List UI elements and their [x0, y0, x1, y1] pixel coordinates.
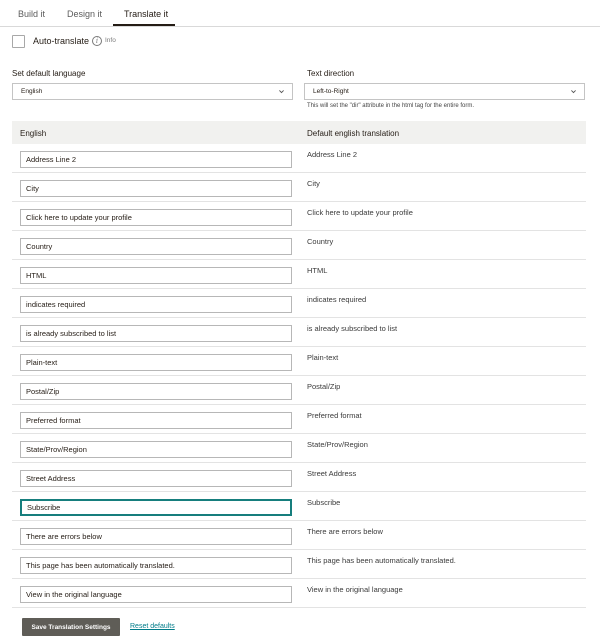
- chevron-down-icon: [278, 88, 285, 95]
- translation-input[interactable]: [20, 180, 292, 197]
- text-direction-select[interactable]: [304, 83, 585, 100]
- info-icon[interactable]: i: [92, 36, 102, 46]
- table-row: [12, 231, 586, 260]
- table-row: [12, 347, 586, 376]
- table-row: [12, 521, 586, 550]
- active-tab-indicator: [113, 24, 175, 26]
- default-translation-text: HTML: [307, 266, 328, 275]
- table-row: [12, 289, 586, 318]
- translation-table-header: [12, 121, 586, 144]
- translation-input[interactable]: [20, 499, 292, 516]
- translation-input[interactable]: [20, 586, 292, 603]
- translation-input[interactable]: [20, 209, 292, 226]
- translation-input[interactable]: [20, 470, 292, 487]
- table-row: [12, 202, 586, 231]
- default-translation-text: indicates required: [307, 295, 367, 304]
- tab-build-it[interactable]: Build it: [18, 9, 46, 19]
- translation-input[interactable]: [20, 354, 292, 371]
- default-translation-text: This page has been automatically translated.: [307, 556, 456, 565]
- chevron-down-icon: [570, 88, 577, 95]
- tab-bar: [0, 0, 600, 27]
- text-direction-value: Left-to-Right: [313, 88, 349, 95]
- translation-input[interactable]: [20, 528, 292, 545]
- translation-input[interactable]: [20, 412, 292, 429]
- table-row: [12, 144, 586, 173]
- auto-translate-label: Auto-translate: [33, 36, 90, 46]
- translation-input[interactable]: [20, 267, 292, 284]
- default-translation-text: State/Prov/Region: [307, 440, 368, 449]
- table-row: [12, 318, 586, 347]
- table-row: [12, 173, 586, 202]
- translation-input[interactable]: [20, 296, 292, 313]
- default-translation-text: View in the original language: [307, 585, 403, 594]
- translation-input[interactable]: [20, 238, 292, 255]
- default-translation-text: Street Address: [307, 469, 357, 478]
- translation-input[interactable]: [20, 325, 292, 342]
- text-direction-hint: This will set the "dir" attribute in the html tag for the entire form.: [307, 103, 474, 109]
- table-row: [12, 376, 586, 405]
- default-translation-text: Country: [307, 237, 334, 246]
- translation-input[interactable]: [20, 151, 292, 168]
- table-row: [12, 579, 586, 608]
- default-language-value: English: [21, 88, 43, 95]
- info-label[interactable]: Info: [105, 37, 116, 44]
- default-language-label: Set default language: [12, 69, 86, 78]
- auto-translate-checkbox[interactable]: [12, 35, 25, 48]
- default-translation-text: Preferred format: [307, 411, 362, 420]
- translation-input[interactable]: [20, 557, 292, 574]
- table-row: [12, 405, 586, 434]
- default-translation-text: is already subscribed to list: [307, 324, 398, 333]
- tab-design-it[interactable]: Design it: [67, 9, 103, 19]
- default-translation-text: City: [307, 179, 320, 188]
- table-row: [12, 463, 586, 492]
- table-row: [12, 434, 586, 463]
- default-translation-text: There are errors below: [307, 527, 383, 536]
- reset-defaults-link[interactable]: Reset defaults: [130, 623, 175, 630]
- tab-translate-it[interactable]: Translate it: [124, 9, 169, 19]
- translation-input[interactable]: [20, 383, 292, 400]
- default-translation-text: Postal/Zip: [307, 382, 341, 391]
- default-translation-text: Click here to update your profile: [307, 208, 413, 217]
- text-direction-label: Text direction: [307, 69, 355, 78]
- translation-input[interactable]: [20, 441, 292, 458]
- column-header-english: English: [20, 129, 47, 138]
- default-translation-text: Subscribe: [307, 498, 341, 507]
- table-row: [12, 260, 586, 289]
- default-translation-text: Plain-text: [307, 353, 339, 362]
- column-header-default-translation: Default english translation: [307, 129, 400, 138]
- default-language-select[interactable]: [12, 83, 293, 100]
- table-row: [12, 550, 586, 579]
- table-row: [12, 492, 586, 521]
- save-translation-settings-button[interactable]: Save Translation Settings: [22, 618, 120, 636]
- default-translation-text: Address Line 2: [307, 150, 358, 159]
